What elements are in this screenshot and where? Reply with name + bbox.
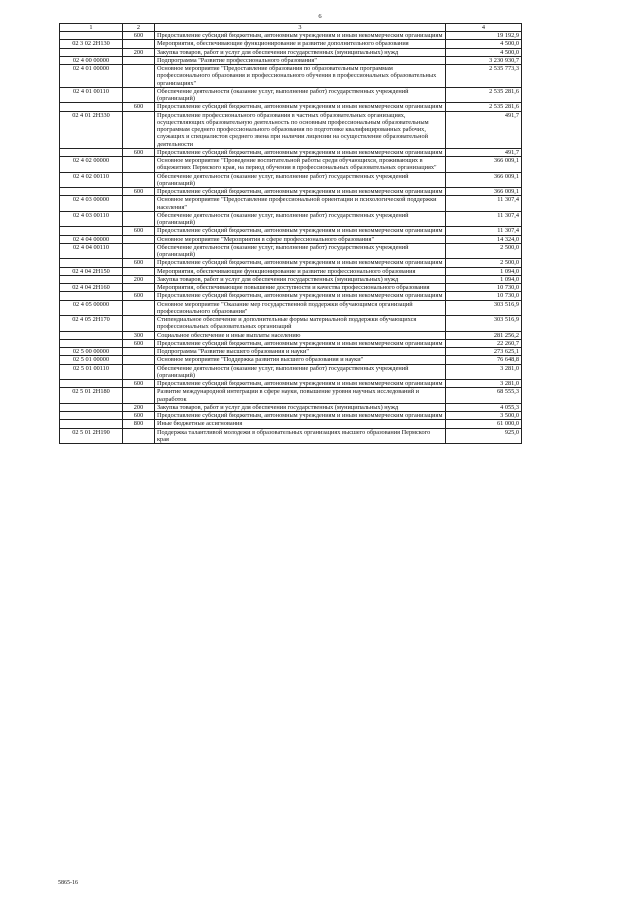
- row-amount: 61 000,0: [446, 420, 522, 428]
- row-name: Мероприятия, обеспечивающие функционирование и развитие дополнительного образования: [155, 40, 446, 48]
- row-name: Обеспечение деятельности (оказание услуг, выполнение работ) государственных учреждений (организаций): [155, 243, 446, 259]
- row-expense-type: 600: [123, 227, 155, 235]
- budget-table: [59, 23, 522, 444]
- row-code: 02 4 02 00110: [60, 172, 123, 188]
- table-row: [60, 300, 522, 316]
- row-code: 02 5 01 00110: [60, 364, 123, 380]
- table-row: [60, 331, 522, 339]
- row-code: [60, 403, 123, 411]
- row-amount: 11 307,4: [446, 227, 522, 235]
- footer-code: 5865-16: [58, 880, 78, 886]
- row-name: Основное мероприятие "Предоставление профессиональной ориентации и психологической поддержки населения": [155, 196, 446, 212]
- row-expense-type: 600: [123, 259, 155, 267]
- row-code: 02 4 03 00000: [60, 196, 123, 212]
- row-code: [60, 420, 123, 428]
- row-code: 02 4 00 00000: [60, 56, 123, 64]
- row-expense-type: [123, 196, 155, 212]
- table-header-row: [60, 24, 522, 32]
- row-name: Предоставление субсидий бюджетным, автономным учреждениям и иным некоммерческим организациям: [155, 227, 446, 235]
- row-amount: 2 500,0: [446, 259, 522, 267]
- table-row: [60, 111, 522, 148]
- row-name: Предоставление субсидий бюджетным, автономным учреждениям и иным некоммерческим организациям: [155, 339, 446, 347]
- row-amount: 925,0: [446, 428, 522, 444]
- row-name: Предоставление субсидий бюджетным, автономным учреждениям и иным некоммерческим организациям: [155, 148, 446, 156]
- table-row: [60, 267, 522, 275]
- row-amount: 3 281,0: [446, 364, 522, 380]
- row-name: Предоставление субсидий бюджетным, автономным учреждениям и иным некоммерческим организациям: [155, 259, 446, 267]
- table-row: [60, 188, 522, 196]
- row-amount: 19 192,9: [446, 32, 522, 40]
- row-name: Мероприятия, обеспечивающие повышение доступности и качества профессионального образования: [155, 284, 446, 292]
- row-name: Предоставление субсидий бюджетным, автономным учреждениям и иным некоммерческим организациям: [155, 412, 446, 420]
- header-col-2: 2: [123, 24, 155, 32]
- table-row: [60, 87, 522, 103]
- row-code: 02 4 05 00000: [60, 300, 123, 316]
- row-code: 02 3 02 2Н130: [60, 40, 123, 48]
- row-expense-type: 200: [123, 48, 155, 56]
- table-row: [60, 388, 522, 404]
- row-code: 02 5 01 2Н180: [60, 388, 123, 404]
- row-expense-type: [123, 235, 155, 243]
- row-expense-type: 200: [123, 403, 155, 411]
- row-expense-type: [123, 40, 155, 48]
- row-code: 02 4 05 2Н170: [60, 316, 123, 332]
- row-code: 02 5 00 00000: [60, 348, 123, 356]
- row-amount: 281 256,2: [446, 331, 522, 339]
- row-expense-type: [123, 111, 155, 148]
- row-expense-type: [123, 267, 155, 275]
- table-row: [60, 412, 522, 420]
- row-expense-type: [123, 356, 155, 364]
- table-row: [60, 48, 522, 56]
- row-name: Предоставление субсидий бюджетным, автономным учреждениям и иным некоммерческим организациям: [155, 188, 446, 196]
- row-expense-type: [123, 56, 155, 64]
- header-col-3: 3: [155, 24, 446, 32]
- row-name: Основное мероприятие "Поддержка развития высшего образования и науки": [155, 356, 446, 364]
- row-code: [60, 339, 123, 347]
- table-row: [60, 316, 522, 332]
- table-row: [60, 196, 522, 212]
- row-amount: 2 535 281,6: [446, 103, 522, 111]
- row-code: [60, 331, 123, 339]
- row-expense-type: 600: [123, 292, 155, 300]
- row-amount: 303 516,9: [446, 300, 522, 316]
- row-name: Обеспечение деятельности (оказание услуг, выполнение работ) государственных учреждений (организаций): [155, 87, 446, 103]
- table-row: [60, 211, 522, 227]
- row-code: [60, 188, 123, 196]
- row-code: [60, 48, 123, 56]
- row-expense-type: [123, 243, 155, 259]
- page-number: 6: [318, 13, 322, 20]
- row-expense-type: [123, 388, 155, 404]
- row-expense-type: [123, 364, 155, 380]
- row-code: [60, 412, 123, 420]
- row-code: [60, 275, 123, 283]
- table-row: [60, 403, 522, 411]
- row-expense-type: [123, 211, 155, 227]
- table-row: [60, 103, 522, 111]
- row-amount: 4 055,3: [446, 403, 522, 411]
- row-name: Предоставление профессионального образования в частных образовательных организациях, осуществляющих образовательную деятельность по основным профессиональным образовательным программам среднего профессионального образования по подготовке квалифицированных рабочих, служащих и специалистов среднего звена при наличии лицензии на осуществление образовательной деятельности: [155, 111, 446, 148]
- row-amount: 366 009,1: [446, 172, 522, 188]
- table-body: [60, 32, 522, 444]
- row-amount: 491,7: [446, 111, 522, 148]
- row-expense-type: 600: [123, 188, 155, 196]
- row-code: [60, 32, 123, 40]
- row-name: Мероприятия, обеспечивающие функционирование и развитие профессионального образования: [155, 267, 446, 275]
- table-row: [60, 356, 522, 364]
- row-expense-type: 600: [123, 148, 155, 156]
- row-expense-type: [123, 87, 155, 103]
- row-amount: 303 516,9: [446, 316, 522, 332]
- row-name: Обеспечение деятельности (оказание услуг, выполнение работ) государственных учреждений (организаций): [155, 364, 446, 380]
- row-code: [60, 292, 123, 300]
- row-name: Основное мероприятие "Проведение воспитательной работы среди обучающихся, проживающих в общежитиях Пермского края, на период обучения в профессиональных образовательных организациях": [155, 157, 446, 173]
- row-amount: 10 730,0: [446, 284, 522, 292]
- table-row: [60, 339, 522, 347]
- row-expense-type: 200: [123, 275, 155, 283]
- row-code: 02 4 04 00110: [60, 243, 123, 259]
- row-expense-type: 600: [123, 380, 155, 388]
- row-name: Основное мероприятие "Мероприятия в сфере профессионального образования": [155, 235, 446, 243]
- row-amount: 68 555,3: [446, 388, 522, 404]
- row-name: Иные бюджетные ассигнования: [155, 420, 446, 428]
- row-name: Закупка товаров, работ и услуг для обеспечения государственных (муниципальных) нужд: [155, 275, 446, 283]
- row-amount: 4 500,0: [446, 40, 522, 48]
- table-row: [60, 235, 522, 243]
- row-expense-type: 600: [123, 412, 155, 420]
- row-name: Предоставление субсидий бюджетным, автономным учреждениям и иным некоммерческим организациям: [155, 32, 446, 40]
- header-col-4: 4: [446, 24, 522, 32]
- header-col-1: 1: [60, 24, 123, 32]
- row-name: Предоставление субсидий бюджетным, автономным учреждениям и иным некоммерческим организациям: [155, 292, 446, 300]
- row-expense-type: [123, 428, 155, 444]
- table-row: [60, 32, 522, 40]
- row-amount: 3 230 930,7: [446, 56, 522, 64]
- row-amount: 22 260,7: [446, 339, 522, 347]
- row-amount: 1 094,0: [446, 267, 522, 275]
- row-expense-type: 300: [123, 331, 155, 339]
- row-expense-type: [123, 316, 155, 332]
- row-amount: 76 648,8: [446, 356, 522, 364]
- table-row: [60, 259, 522, 267]
- row-code: [60, 259, 123, 267]
- row-name: Основное мероприятие "Оказание мер государственной поддержки обучающимся организаций профессионального образования": [155, 300, 446, 316]
- row-name: Закупка товаров, работ и услуг для обеспечения государственных (муниципальных) нужд: [155, 403, 446, 411]
- row-name: Поддержка талантливой молодежи в образовательных организациях высшего образования Пермского края: [155, 428, 446, 444]
- row-expense-type: 600: [123, 339, 155, 347]
- row-code: 02 4 04 2Н160: [60, 284, 123, 292]
- row-amount: 366 009,1: [446, 188, 522, 196]
- table-row: [60, 428, 522, 444]
- row-expense-type: [123, 157, 155, 173]
- row-code: 02 4 04 00000: [60, 235, 123, 243]
- row-expense-type: 600: [123, 103, 155, 111]
- row-amount: 491,7: [446, 148, 522, 156]
- row-code: 02 4 01 00110: [60, 87, 123, 103]
- table-row: [60, 172, 522, 188]
- row-code: [60, 103, 123, 111]
- row-amount: 2 535 281,6: [446, 87, 522, 103]
- row-expense-type: 800: [123, 420, 155, 428]
- row-amount: 1 094,0: [446, 275, 522, 283]
- table-row: [60, 56, 522, 64]
- table-row: [60, 292, 522, 300]
- row-expense-type: [123, 172, 155, 188]
- row-code: 02 4 04 2Н150: [60, 267, 123, 275]
- row-code: 02 5 01 2Н190: [60, 428, 123, 444]
- row-expense-type: [123, 65, 155, 88]
- row-amount: 11 307,4: [446, 196, 522, 212]
- row-amount: 14 324,0: [446, 235, 522, 243]
- table-row: [60, 157, 522, 173]
- row-amount: 4 500,0: [446, 48, 522, 56]
- row-expense-type: [123, 300, 155, 316]
- table-row: [60, 243, 522, 259]
- table-row: [60, 148, 522, 156]
- row-code: [60, 148, 123, 156]
- row-name: Предоставление субсидий бюджетным, автономным учреждениям и иным некоммерческим организациям: [155, 103, 446, 111]
- table-row: [60, 284, 522, 292]
- row-amount: 2 535 773,3: [446, 65, 522, 88]
- row-amount: 3 281,0: [446, 380, 522, 388]
- row-name: Обеспечение деятельности (оказание услуг, выполнение работ) государственных учреждений (организаций): [155, 172, 446, 188]
- row-amount: 10 730,0: [446, 292, 522, 300]
- row-name: Закупка товаров, работ и услуг для обеспечения государственных (муниципальных) нужд: [155, 48, 446, 56]
- table-row: [60, 364, 522, 380]
- row-expense-type: 600: [123, 32, 155, 40]
- row-name: Развитие международной интеграции в сфере науки, повышение уровня научных исследований и разработок: [155, 388, 446, 404]
- row-amount: 3 500,0: [446, 412, 522, 420]
- row-code: 02 5 01 00000: [60, 356, 123, 364]
- row-name: Стипендиальное обеспечение и дополнительные формы материальной поддержки обучающихся профессиональных образовательных организаций: [155, 316, 446, 332]
- table-row: [60, 380, 522, 388]
- table-row: [60, 227, 522, 235]
- table-row: [60, 65, 522, 88]
- row-amount: 2 500,0: [446, 243, 522, 259]
- row-expense-type: [123, 284, 155, 292]
- row-amount: 11 307,4: [446, 211, 522, 227]
- row-name: Основное мероприятие "Предоставление образования по образовательным программам профессионального образования и профессионального обучения в профессиональных образовательных организациях": [155, 65, 446, 88]
- row-name: Социальное обеспечение и иные выплаты населению: [155, 331, 446, 339]
- row-code: 02 4 01 00000: [60, 65, 123, 88]
- row-code: 02 4 02 00000: [60, 157, 123, 173]
- row-name: Обеспечение деятельности (оказание услуг, выполнение работ) государственных учреждений (организаций): [155, 211, 446, 227]
- table-row: [60, 40, 522, 48]
- row-code: [60, 227, 123, 235]
- table-row: [60, 420, 522, 428]
- row-name: Предоставление субсидий бюджетным, автономным учреждениям и иным некоммерческим организациям: [155, 380, 446, 388]
- row-code: [60, 380, 123, 388]
- table-row: [60, 348, 522, 356]
- row-code: 02 4 01 2Н330: [60, 111, 123, 148]
- row-amount: 273 625,1: [446, 348, 522, 356]
- row-code: 02 4 03 00110: [60, 211, 123, 227]
- table-row: [60, 275, 522, 283]
- row-name: Подпрограмма "Развитие профессионального образования": [155, 56, 446, 64]
- row-amount: 366 009,1: [446, 157, 522, 173]
- row-expense-type: [123, 348, 155, 356]
- row-name: Подпрограмма "Развитие высшего образования и науки": [155, 348, 446, 356]
